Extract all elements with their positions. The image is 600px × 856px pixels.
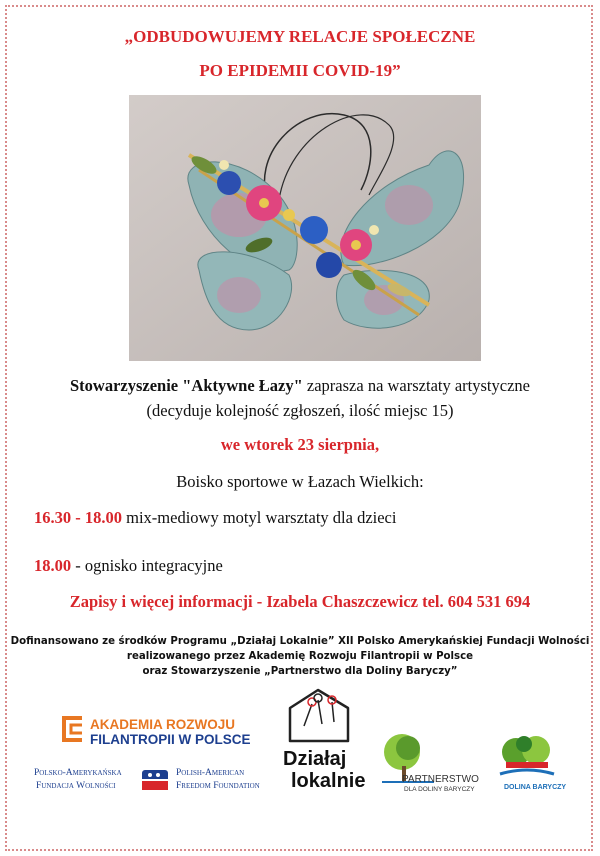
title-line-2: PO EPIDEMII COVID-19” — [199, 61, 401, 80]
dolina-trees-icon — [494, 734, 560, 780]
schedule-item — [34, 556, 223, 576]
funding-line-3: oraz Stowarzyszenie „Partnerstwo dla Doliny Baryczy” — [142, 666, 458, 677]
pafw-pl-1: Polsko-Amerykańska — [34, 768, 122, 778]
pafw-en-2: Freedom Foundation — [176, 781, 260, 791]
pafw-en-1: Polish-American — [176, 768, 245, 778]
contact-info: Zapisy i więcej informacji - Izabela Chaszczewicz tel. 604 531 694 — [69, 592, 531, 611]
dolina-text: DOLINA BARYCZY — [504, 784, 567, 791]
dzialaj-text-1: Działaj — [283, 748, 347, 770]
organizer-line — [0, 376, 600, 396]
akademia-emblem-icon — [60, 716, 84, 742]
butterfly-craft-photo — [129, 95, 481, 361]
schedule-activity: - ognisko integracyjne — [71, 556, 223, 575]
invite-text: zaprasza na warsztaty artystyczne — [302, 376, 530, 395]
registration-note: (decyduje kolejność zgłoszeń, ilość miejsc 15) — [146, 401, 454, 420]
partnerstwo-text: PARTNERSTWO — [402, 774, 479, 785]
title-line-1: „ODBUDOWUJEMY RELACJE SPOŁECZNE — [124, 27, 476, 46]
pafw-pl-2: Fundacja Wolności — [36, 781, 116, 791]
dzialaj-house-icon — [282, 686, 358, 746]
schedule-time: 18.00 — [34, 556, 72, 575]
schedule-time: 16.30 - 18.00 — [34, 508, 122, 527]
partnerstwo-subtext: DLA DOLINY BARYCZY — [404, 786, 475, 793]
dzialaj-text-2: lokalnie — [291, 770, 366, 792]
event-date: we wtorek 23 sierpnia, — [220, 435, 380, 454]
pafw-emblem-icon — [140, 766, 170, 792]
schedule-activity: mix-mediowy motyl warsztaty dla dzieci — [122, 508, 397, 527]
event-place: Boisko sportowe w Łazach Wielkich: — [176, 472, 424, 491]
akademia-text-1: AKADEMIA ROZWOJU — [90, 717, 235, 732]
akademia-text-2: FILANTROPII W POLSCE — [90, 732, 251, 747]
organizer-name: Stowarzyszenie "Aktywne Łazy" — [69, 376, 303, 395]
schedule-item — [34, 508, 396, 528]
funding-line-1: Dofinansowano ze środków Programu „Działaj Lokalnie” XII Polsko Amerykańskiej Fundacji Wolności — [10, 636, 590, 647]
funding-line-2: realizowanego przez Akademię Rozwoju Filantropii w Polsce — [126, 651, 474, 662]
